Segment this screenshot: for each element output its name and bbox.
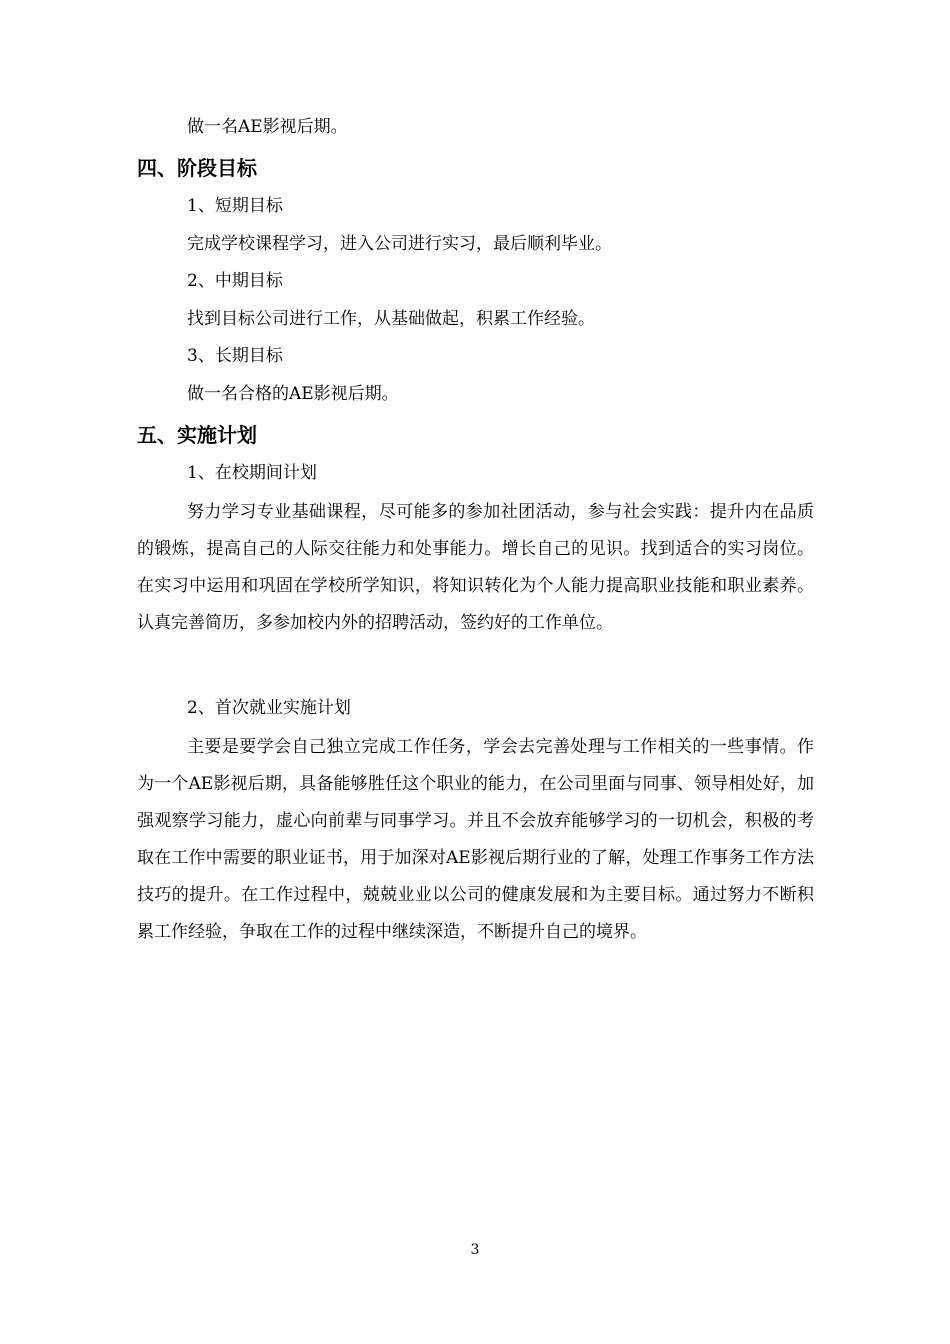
page-number: 3 bbox=[470, 1242, 480, 1258]
school-plan-label: 1、在校期间计划 bbox=[187, 463, 317, 483]
employment-plan-label: 2、首次就业实施计划 bbox=[187, 698, 351, 718]
mid-term-label: 2、中期目标 bbox=[187, 271, 283, 291]
short-term-label: 1、短期目标 bbox=[187, 196, 283, 216]
section-5-heading: 五、实施计划 bbox=[137, 423, 257, 447]
continuation-line: 做一名AE影视后期。 bbox=[187, 117, 348, 137]
mid-term-text: 找到目标公司进行工作，从基础做起，积累工作经验。 bbox=[187, 309, 595, 329]
short-term-text: 完成学校课程学习，进入公司进行实习，最后顺利毕业。 bbox=[187, 234, 612, 254]
long-term-text: 做一名合格的AE影视后期。 bbox=[187, 384, 399, 404]
employment-plan-paragraph: 主要是要学会自己独立完成工作任务，学会去完善处理与工作相关的一些事情。作为一个AE影视后期，具备能够胜任这个职业的能力，在公司里面与同事、领导相处好，加强观察学习能力，虚心向前辈与同事学习。并且不会放弃能够学习的一切机会，积极的考取在工作中需要的职业证书，用于加深对AE影视后期行业的了解，处理工作事务工作方法技巧的提升。在工作过程中，兢兢业业以公司的健康发展和为主要目标。通过努力不断积累工作经验，争取在工作的过程中继续深造，不断提升自己的境界。 bbox=[137, 737, 814, 942]
school-plan-paragraph: 努力学习专业基础课程，尽可能多的参加社团活动，参与社会实践：提升内在品质的锻炼，提高自己的人际交往能力和处事能力。增长自己的见识。找到适合的实习岗位。在实习中运用和巩固在学校所学知识，将知识转化为个人能力提高职业技能和职业素养。认真完善简历，多参加校内外的招聘活动，签约好的工作单位。 bbox=[137, 502, 814, 633]
section-4-heading: 四、阶段目标 bbox=[137, 156, 257, 180]
long-term-label: 3、长期目标 bbox=[187, 346, 283, 366]
